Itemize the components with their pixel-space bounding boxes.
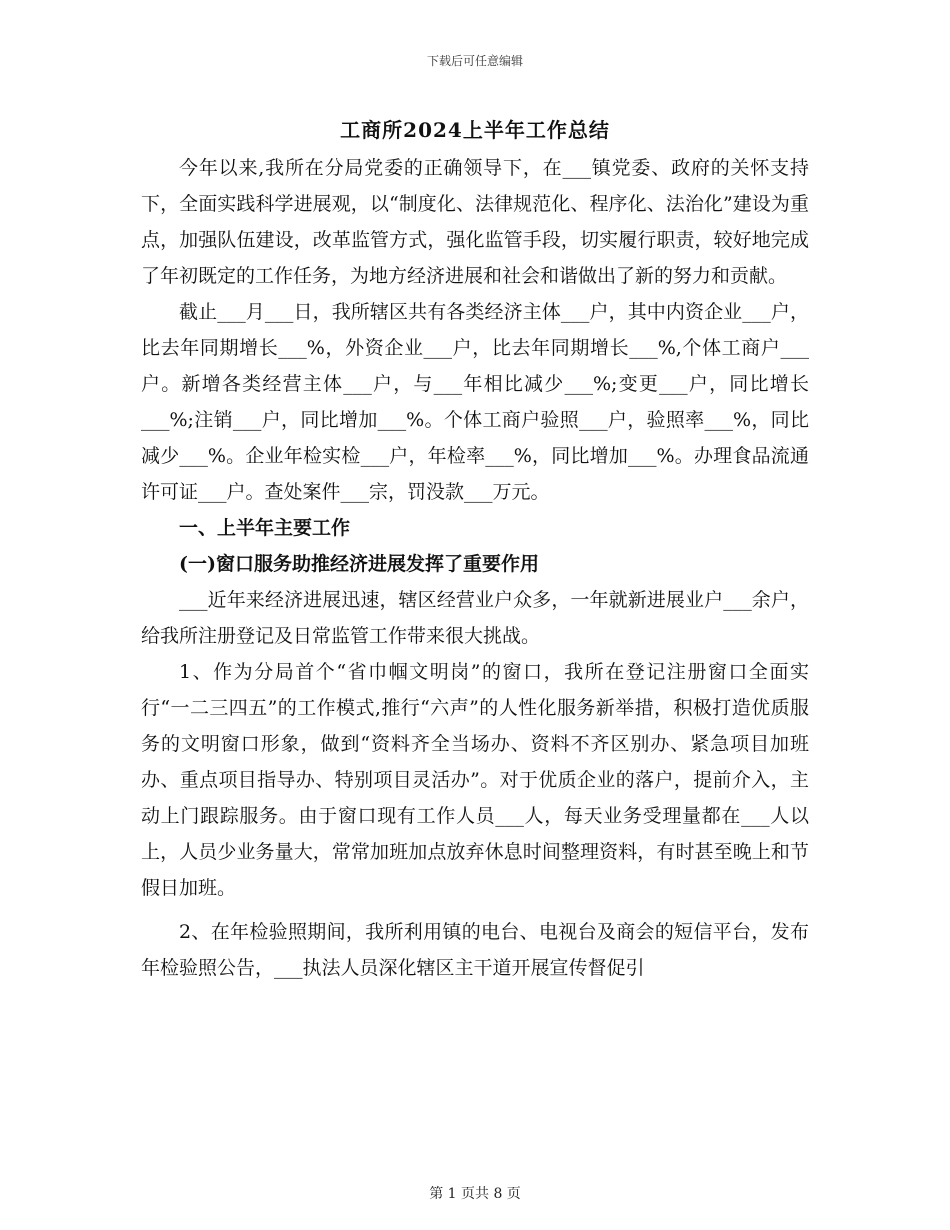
subsection-heading: (一)窗口服务助推经济进展发挥了重要作用 — [179, 553, 539, 575]
paragraph-item-2: 2、在年检验照期间，我所利用镇的电台、电视台及商会的短信平台，发布年检验照公告，___执法人员深化辖区主干道开展宣传督促引 — [141, 921, 809, 979]
paragraph-background: ___近年来经济进展迅速，辖区经营业户众多，一年就新进展业户___余户，给我所注册登记及日常监管工作带来很大挑战。 — [141, 589, 809, 647]
section-heading: 一、上半年主要工作 — [179, 517, 351, 539]
page-footer: 第 1 页共 8 页 — [429, 1186, 521, 1202]
paragraph-statistics: 截止___月___日，我所辖区共有各类经济主体___户，其中内资企业___户，比去年同期增长___%，外资企业___户，比去年同期增长___%,个体工商户___户。新增各类经营主体___户，与___年相比减少___%;变更___户，同比增长___%;注销___户，同比增加___%。个体工商户验照___户，验照率___%，同比减少___%。企业年检实检___户，年检率___%，同比增加___%。办理食品流通许可证___户。查处案件___宗，罚没款___万元。 — [141, 301, 809, 503]
paragraph-intro: 今年以来,我所在分局党委的正确领导下，在___镇党委、政府的关怀支持下，全面实践科学进展观，以“制度化、法律规范化、程序化、法治化”建设为重点，加强队伍建设，改革监管方式，强化监管手段，切实履行职责，较好地完成了年初既定的工作任务，为地方经济进展和社会和谐做出了新的努力和贡献。 — [141, 157, 809, 287]
paragraph-item-1: 1、作为分局首个“省巾帼文明岗”的窗口，我所在登记注册窗口全面实行“一二三四五”的工作模式,推行“六声”的人性化服务新举措，积极打造优质服务的文明窗口形象，做到“资料齐全当场办、资料不齐区别办、紧急项目加班办、重点项目指导办、特别项目灵活办”。对于优质企业的落户，提前介入，主动上门跟踪服务。由于窗口现有工作人员___人，每天业务受理量都在___人以上，人员少业务量大，常常加班加点放弃休息时间整理资料，有时甚至晚上和节假日加班。 — [141, 661, 809, 899]
document-body — [141, 150, 809, 986]
document-title: 工商所2024上半年工作总结 — [340, 118, 610, 142]
header-note: 下载后可任意编辑 — [426, 54, 523, 68]
